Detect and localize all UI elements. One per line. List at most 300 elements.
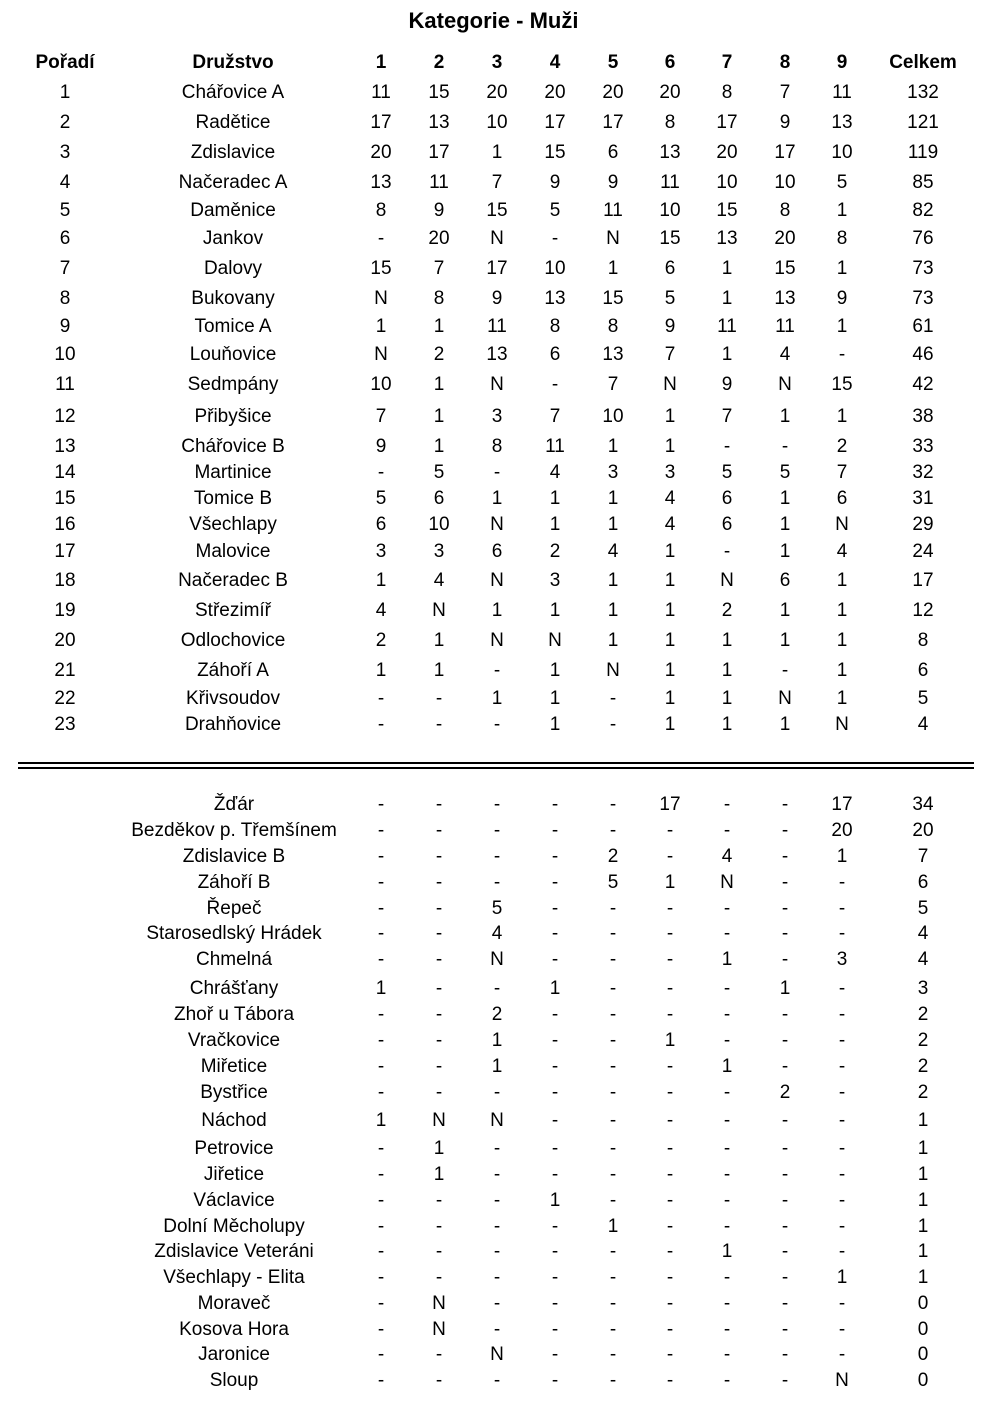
round-score: 17 <box>774 142 796 163</box>
rank-cell: 19 <box>54 600 76 621</box>
round-score: 1 <box>491 1030 503 1051</box>
table-row <box>0 1319 987 1341</box>
round-score: - <box>723 820 731 841</box>
round-score: 1 <box>549 488 561 509</box>
round-score: 1 <box>549 978 561 999</box>
team-name: Radětice <box>195 112 271 133</box>
round-score: - <box>435 1216 443 1237</box>
round-score: - <box>551 1216 559 1237</box>
round-score: - <box>723 436 731 457</box>
round-score: 15 <box>831 374 853 395</box>
round-score: 1 <box>836 200 848 221</box>
rank-cell: 13 <box>54 436 76 457</box>
round-score: - <box>551 1056 559 1077</box>
round-score: 11 <box>487 316 507 337</box>
round-score: - <box>666 1110 674 1131</box>
round-score: 9 <box>836 288 848 309</box>
table-row <box>0 898 987 920</box>
round-score: - <box>609 1190 617 1211</box>
round-score: 1 <box>607 600 619 621</box>
round-score: 13 <box>659 142 681 163</box>
round-score: 8 <box>836 228 848 249</box>
round-score: - <box>609 1344 617 1365</box>
round-score: 6 <box>549 344 561 365</box>
round-score: - <box>609 1138 617 1159</box>
round-score: 5 <box>375 488 387 509</box>
rank-cell: 1 <box>59 82 71 103</box>
round-score: - <box>723 1138 731 1159</box>
round-score: - <box>838 872 846 893</box>
round-score: - <box>838 1216 846 1237</box>
header-round: 6 <box>664 52 676 73</box>
team-name: Žďár <box>213 794 255 815</box>
round-score: N <box>490 1110 504 1131</box>
round-score: - <box>377 228 385 249</box>
round-score: - <box>666 923 674 944</box>
team-name: Křivsoudov <box>186 688 280 709</box>
round-score: 4 <box>721 846 733 867</box>
round-score: - <box>609 1293 617 1314</box>
rank-cell: 23 <box>54 714 76 735</box>
round-score: - <box>435 820 443 841</box>
round-score: 1 <box>836 406 848 427</box>
round-score: 1 <box>836 846 848 867</box>
round-score: N <box>374 344 388 365</box>
round-score: 11 <box>545 436 565 457</box>
total-score: 0 <box>917 1370 929 1391</box>
round-score: N <box>720 872 734 893</box>
round-score: 17 <box>831 794 853 815</box>
team-name: Dolní Měcholupy <box>163 1216 305 1237</box>
round-score: 17 <box>659 794 681 815</box>
round-score: - <box>435 1370 443 1391</box>
round-score: - <box>435 688 443 709</box>
round-score: - <box>551 1082 559 1103</box>
rank-cell: 6 <box>59 228 71 249</box>
divider-line <box>18 767 974 769</box>
round-score: N <box>490 949 504 970</box>
round-score: 5 <box>721 462 733 483</box>
round-score: N <box>720 570 734 591</box>
round-score: - <box>781 1241 789 1262</box>
table-row <box>0 630 987 652</box>
team-name: Všechlapy <box>189 514 277 535</box>
total-score: 33 <box>912 436 934 457</box>
round-score: N <box>374 288 388 309</box>
team-name: Jaronice <box>198 1344 270 1365</box>
round-score: 1 <box>664 872 676 893</box>
round-score: - <box>377 1216 385 1237</box>
round-score: 8 <box>721 82 733 103</box>
round-score: 9 <box>664 316 676 337</box>
round-score: 10 <box>428 514 450 535</box>
round-score: - <box>609 1319 617 1340</box>
round-score: - <box>493 1190 501 1211</box>
header-round: 9 <box>836 52 848 73</box>
round-score: - <box>377 794 385 815</box>
round-score: - <box>666 1293 674 1314</box>
total-score: 132 <box>907 82 939 103</box>
round-score: N <box>778 688 792 709</box>
round-score: - <box>435 846 443 867</box>
team-name: Malovice <box>195 541 271 562</box>
round-score: - <box>838 1164 846 1185</box>
round-score: 5 <box>664 288 676 309</box>
round-score: 15 <box>774 258 796 279</box>
round-score: 1 <box>779 600 791 621</box>
round-score: - <box>666 846 674 867</box>
round-score: 1 <box>607 436 619 457</box>
table-row <box>0 846 987 868</box>
team-name: Záhoří A <box>197 660 269 681</box>
round-score: 1 <box>607 258 619 279</box>
round-score: - <box>551 228 559 249</box>
round-score: 1 <box>664 541 676 562</box>
divider-line <box>18 762 974 764</box>
round-score: 8 <box>375 200 387 221</box>
round-score: - <box>723 1216 731 1237</box>
round-score: - <box>609 688 617 709</box>
round-score: - <box>781 1267 789 1288</box>
total-score: 1 <box>917 1267 929 1288</box>
round-score: - <box>551 1030 559 1051</box>
team-name: Martinice <box>194 462 272 483</box>
team-name: Bezděkov p. Třemšínem <box>131 820 337 841</box>
round-score: - <box>666 1004 674 1025</box>
table-row <box>0 714 987 736</box>
round-score: 3 <box>664 462 676 483</box>
table-row <box>0 1216 987 1238</box>
team-name: Louňovice <box>189 344 277 365</box>
rank-cell: 3 <box>59 142 71 163</box>
table-row <box>0 374 987 396</box>
round-score: 6 <box>721 488 733 509</box>
round-score: 1 <box>549 1190 561 1211</box>
total-score: 17 <box>912 570 934 591</box>
table-row <box>0 949 987 971</box>
round-score: - <box>838 1056 846 1077</box>
rank-cell: 4 <box>59 172 71 193</box>
total-score: 1 <box>917 1138 929 1159</box>
round-score: N <box>432 600 446 621</box>
round-score: - <box>377 1370 385 1391</box>
round-score: 13 <box>486 344 508 365</box>
team-name: Vračkovice <box>187 1030 281 1051</box>
round-score: N <box>663 374 677 395</box>
total-score: 6 <box>917 660 929 681</box>
round-score: 4 <box>491 923 503 944</box>
total-score: 82 <box>912 200 934 221</box>
round-score: - <box>609 1370 617 1391</box>
round-score: 1 <box>664 714 676 735</box>
round-score: 17 <box>544 112 566 133</box>
round-score: - <box>838 923 846 944</box>
round-score: 13 <box>428 112 450 133</box>
total-score: 12 <box>912 600 934 621</box>
round-score: - <box>377 1056 385 1077</box>
total-score: 121 <box>907 112 939 133</box>
table-row <box>0 1004 987 1026</box>
round-score: - <box>377 846 385 867</box>
round-score: - <box>723 1030 731 1051</box>
round-score: - <box>493 1241 501 1262</box>
round-score: 1 <box>549 660 561 681</box>
round-score: - <box>723 923 731 944</box>
round-score: N <box>835 514 849 535</box>
round-score: - <box>435 898 443 919</box>
round-score: 1 <box>375 978 387 999</box>
round-score: - <box>551 820 559 841</box>
round-score: - <box>435 949 443 970</box>
team-name: Všechlapy - Elita <box>163 1267 305 1288</box>
round-score: 1 <box>607 570 619 591</box>
round-score: 1 <box>836 688 848 709</box>
round-score: 1 <box>836 316 848 337</box>
table-row <box>0 1370 987 1392</box>
table-row <box>0 172 987 194</box>
round-score: 7 <box>779 82 791 103</box>
round-score: 1 <box>779 406 791 427</box>
round-score: - <box>493 820 501 841</box>
round-score: - <box>781 1138 789 1159</box>
round-score: - <box>838 1030 846 1051</box>
table-row <box>0 923 987 945</box>
round-score: - <box>493 846 501 867</box>
rank-cell: 20 <box>54 630 76 651</box>
round-score: - <box>493 1293 501 1314</box>
round-score: 1 <box>433 374 445 395</box>
round-score: - <box>781 898 789 919</box>
total-score: 34 <box>912 794 934 815</box>
round-score: 5 <box>433 462 445 483</box>
table-row <box>0 541 987 563</box>
round-score: 1 <box>836 570 848 591</box>
round-score: 13 <box>831 112 853 133</box>
table-row <box>0 436 987 458</box>
round-score: 20 <box>716 142 738 163</box>
round-score: 15 <box>544 142 566 163</box>
total-score: 8 <box>917 630 929 651</box>
total-score: 4 <box>917 949 929 970</box>
round-score: 10 <box>831 142 853 163</box>
round-score: 1 <box>433 436 445 457</box>
round-score: 1 <box>607 1216 619 1237</box>
round-score: 1 <box>491 600 503 621</box>
team-name: Bukovany <box>191 288 275 309</box>
round-score: 10 <box>716 172 738 193</box>
header-total: Celkem <box>889 52 957 73</box>
round-score: 11 <box>660 172 680 193</box>
total-score: 73 <box>912 258 934 279</box>
round-score: 10 <box>486 112 508 133</box>
table-row <box>0 1030 987 1052</box>
round-score: 10 <box>370 374 392 395</box>
team-name: Řepeč <box>206 898 262 919</box>
team-name: Zdislavice Veteráni <box>154 1241 314 1262</box>
team-name: Zdislavice <box>190 142 276 163</box>
round-score: 9 <box>779 112 791 133</box>
round-score: - <box>435 1344 443 1365</box>
round-score: - <box>723 1319 731 1340</box>
round-score: 4 <box>549 462 561 483</box>
round-score: - <box>551 1164 559 1185</box>
team-name: Střezimíř <box>195 600 271 621</box>
round-score: - <box>551 1293 559 1314</box>
round-score: - <box>493 872 501 893</box>
total-score: 1 <box>917 1216 929 1237</box>
round-score: 7 <box>433 258 445 279</box>
total-score: 32 <box>912 462 934 483</box>
round-score: 8 <box>433 288 445 309</box>
rank-cell: 5 <box>59 200 71 221</box>
round-score: - <box>493 462 501 483</box>
rank-cell: 12 <box>54 406 76 427</box>
round-score: 1 <box>549 714 561 735</box>
round-score: - <box>609 1082 617 1103</box>
round-score: - <box>551 1267 559 1288</box>
round-score: 20 <box>370 142 392 163</box>
total-score: 61 <box>912 316 934 337</box>
round-score: - <box>377 1241 385 1262</box>
round-score: - <box>781 872 789 893</box>
round-score: - <box>723 1344 731 1365</box>
round-score: 17 <box>370 112 392 133</box>
header-round: 3 <box>491 52 503 73</box>
round-score: - <box>781 846 789 867</box>
round-score: N <box>490 228 504 249</box>
team-name: Načeradec A <box>178 172 288 193</box>
round-score: - <box>666 1370 674 1391</box>
round-score: 1 <box>664 570 676 591</box>
table-row <box>0 488 987 510</box>
round-score: - <box>551 1370 559 1391</box>
table-row <box>0 344 987 366</box>
round-score: - <box>609 1241 617 1262</box>
round-score: 1 <box>664 660 676 681</box>
round-score: N <box>432 1110 446 1131</box>
round-score: 6 <box>375 514 387 535</box>
table-row <box>0 1241 987 1263</box>
round-score: 1 <box>491 1056 503 1077</box>
round-score: - <box>838 1110 846 1131</box>
table-row <box>0 820 987 842</box>
round-score: 1 <box>721 344 733 365</box>
round-score: - <box>723 1110 731 1131</box>
round-score: - <box>377 1138 385 1159</box>
round-score: 1 <box>721 630 733 651</box>
round-score: - <box>781 1190 789 1211</box>
round-score: - <box>781 1216 789 1237</box>
round-score: - <box>377 949 385 970</box>
table-row <box>0 228 987 250</box>
round-score: 1 <box>433 406 445 427</box>
round-score: 1 <box>433 1138 445 1159</box>
round-score: - <box>838 1004 846 1025</box>
header-round: 2 <box>433 52 445 73</box>
table-header <box>0 52 987 74</box>
round-score: 3 <box>549 570 561 591</box>
round-score: - <box>493 794 501 815</box>
round-score: - <box>723 1190 731 1211</box>
round-score: 1 <box>433 630 445 651</box>
team-name: Chmelná <box>195 949 273 970</box>
round-score: - <box>551 1110 559 1131</box>
round-score: 1 <box>836 258 848 279</box>
round-score: 20 <box>486 82 508 103</box>
round-score: - <box>781 1370 789 1391</box>
round-score: - <box>493 978 501 999</box>
team-name: Zhoř u Tábora <box>173 1004 295 1025</box>
round-score: - <box>781 1004 789 1025</box>
team-name: Načeradec B <box>178 570 288 591</box>
table-row <box>0 600 987 622</box>
round-score: 6 <box>836 488 848 509</box>
round-score: - <box>666 898 674 919</box>
round-score: 1 <box>549 688 561 709</box>
total-score: 1 <box>917 1241 929 1262</box>
round-score: - <box>723 1164 731 1185</box>
round-score: 10 <box>659 200 681 221</box>
table-row <box>0 406 987 428</box>
round-score: 1 <box>779 978 791 999</box>
team-name: Tomice A <box>194 316 272 337</box>
round-score: - <box>551 872 559 893</box>
team-name: Chářovice A <box>181 82 285 103</box>
round-score: 1 <box>779 714 791 735</box>
round-score: N <box>490 514 504 535</box>
round-score: N <box>835 714 849 735</box>
round-score: - <box>377 923 385 944</box>
round-score: 20 <box>659 82 681 103</box>
table-row <box>0 258 987 280</box>
rank-cell: 22 <box>54 688 76 709</box>
round-score: - <box>377 1164 385 1185</box>
total-score: 3 <box>917 978 929 999</box>
round-score: 6 <box>779 570 791 591</box>
round-score: 1 <box>607 630 619 651</box>
round-score: 20 <box>544 82 566 103</box>
table-row <box>0 112 987 134</box>
rank-cell: 8 <box>59 288 71 309</box>
round-score: - <box>493 660 501 681</box>
round-score: 20 <box>602 82 624 103</box>
round-score: - <box>609 1056 617 1077</box>
round-score: - <box>781 794 789 815</box>
round-score: - <box>377 1190 385 1211</box>
total-score: 2 <box>917 1082 929 1103</box>
round-score: 7 <box>491 172 503 193</box>
table-row <box>0 1082 987 1104</box>
round-score: 1 <box>836 630 848 651</box>
table-row <box>0 1190 987 1212</box>
round-score: 8 <box>491 436 503 457</box>
round-score: - <box>666 949 674 970</box>
round-score: - <box>723 1267 731 1288</box>
round-score: 11 <box>717 316 737 337</box>
round-score: 1 <box>664 600 676 621</box>
total-score: 7 <box>917 846 929 867</box>
round-score: - <box>435 1004 443 1025</box>
round-score: 10 <box>774 172 796 193</box>
round-score: - <box>551 898 559 919</box>
round-score: 1 <box>549 600 561 621</box>
round-score: - <box>723 1293 731 1314</box>
table-row <box>0 872 987 894</box>
total-score: 76 <box>912 228 934 249</box>
round-score: 1 <box>375 660 387 681</box>
rank-cell: 9 <box>59 316 71 337</box>
round-score: 3 <box>433 541 445 562</box>
